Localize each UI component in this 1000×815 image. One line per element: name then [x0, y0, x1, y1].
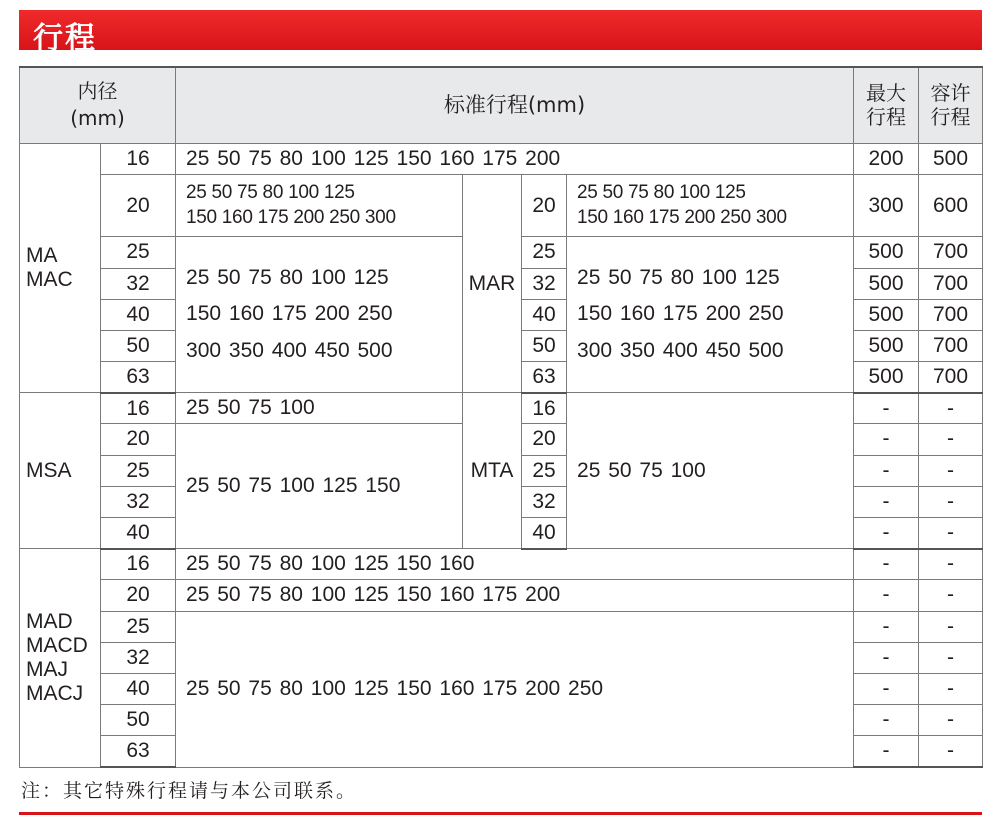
- allow-stroke-cell: -: [919, 580, 983, 611]
- bore-cell: 50: [101, 705, 176, 736]
- max-stroke-cell: 500: [854, 299, 919, 330]
- max-stroke-cell: -: [854, 611, 919, 642]
- bore-cell: 20: [101, 580, 176, 611]
- r-stroke-cell: 25 50 75 100: [567, 393, 854, 549]
- table-header-row: [20, 67, 983, 143]
- table-row: [20, 580, 983, 611]
- max-stroke-cell: -: [854, 424, 919, 455]
- max-stroke-cell: 500: [854, 268, 919, 299]
- max-stroke-cell: 500: [854, 330, 919, 361]
- max-stroke-cell: 500: [854, 237, 919, 268]
- bore-cell: 20: [101, 424, 176, 455]
- bore-cell: 40: [101, 673, 176, 704]
- table-row: [20, 175, 983, 237]
- allow-stroke-cell: -: [919, 517, 983, 548]
- allow-stroke-cell: 700: [919, 299, 983, 330]
- bore-cell: 16: [101, 143, 176, 174]
- allow-stroke-cell: 700: [919, 268, 983, 299]
- bore-cell: 16: [101, 549, 176, 580]
- allow-stroke-cell: -: [919, 455, 983, 486]
- max-stroke-cell: 200: [854, 143, 919, 174]
- table-row: [20, 611, 983, 642]
- series-mad-macd-maj-macj: MAD MACD MAJ MACJ: [20, 549, 101, 767]
- r-bore-cell: 32: [522, 268, 567, 299]
- allow-stroke-cell: 700: [919, 237, 983, 268]
- max-stroke-cell: -: [854, 642, 919, 673]
- r-bore-cell: 40: [522, 517, 567, 548]
- bore-cell: 63: [101, 736, 176, 767]
- max-stroke-cell: -: [854, 673, 919, 704]
- table-row: [20, 143, 983, 174]
- max-stroke-cell: -: [854, 549, 919, 580]
- header-max-stroke: 最大 行程: [854, 67, 919, 143]
- allow-stroke-cell: 700: [919, 362, 983, 393]
- stroke-cell: 25 50 75 80 100 125 150 160 175 200: [176, 580, 854, 611]
- r-stroke-cell: 25 50 75 80 100 125 150 160 175 200 250 300: [567, 175, 854, 237]
- header-allowable-stroke: 容许 行程: [919, 67, 983, 143]
- r-bore-cell: 25: [522, 237, 567, 268]
- r-bore-cell: 50: [522, 330, 567, 361]
- allow-stroke-cell: -: [919, 393, 983, 424]
- max-stroke-cell: 500: [854, 362, 919, 393]
- bore-cell: 50: [101, 330, 176, 361]
- table-row: [20, 393, 983, 424]
- r-bore-cell: 20: [522, 175, 567, 237]
- table-row: [20, 549, 983, 580]
- bore-cell: 25: [101, 455, 176, 486]
- bore-cell: 40: [101, 517, 176, 548]
- r-bore-cell: 16: [522, 393, 567, 424]
- header-bore: 内径 (mm): [20, 67, 176, 143]
- allow-stroke-cell: 500: [919, 143, 983, 174]
- footnote: 注：其它特殊行程请与本公司联系。: [21, 780, 358, 802]
- bore-cell: 32: [101, 486, 176, 517]
- max-stroke-cell: -: [854, 705, 919, 736]
- bore-cell: 25: [101, 237, 176, 268]
- allow-stroke-cell: -: [919, 705, 983, 736]
- max-stroke-cell: -: [854, 393, 919, 424]
- r-stroke-cell: 25 50 75 80 100 125 150 160 175 200 250 300 350 400 450 500: [567, 237, 854, 393]
- stroke-cell: 25 50 75 80 100 125 150 160: [176, 549, 854, 580]
- header-standard-stroke: 标准行程(mm): [176, 67, 854, 143]
- r-bore-cell: 25: [522, 455, 567, 486]
- series-mta: MTA: [463, 393, 522, 549]
- max-stroke-cell: -: [854, 455, 919, 486]
- r-bore-cell: 20: [522, 424, 567, 455]
- allow-stroke-cell: 700: [919, 330, 983, 361]
- stroke-cell: 25 50 75 80 100 125 150 160 175 200 250 300 350 400 450 500: [176, 237, 463, 393]
- section-title: 行程: [33, 21, 97, 56]
- max-stroke-cell: 300: [854, 175, 919, 237]
- max-stroke-cell: -: [854, 736, 919, 767]
- allow-stroke-cell: -: [919, 736, 983, 767]
- bore-cell: 63: [101, 362, 176, 393]
- section-title-bar: [19, 10, 982, 56]
- bore-cell: 40: [101, 299, 176, 330]
- bore-cell: 25: [101, 611, 176, 642]
- stroke-cell: 25 50 75 80 100 125 150 160 175 200 250 300: [176, 175, 463, 237]
- allow-stroke-cell: 600: [919, 175, 983, 237]
- allow-stroke-cell: -: [919, 642, 983, 673]
- allow-stroke-cell: -: [919, 673, 983, 704]
- max-stroke-cell: -: [854, 486, 919, 517]
- stroke-cell: 25 50 75 80 100 125 150 160 175 200: [176, 143, 854, 174]
- bore-cell: 32: [101, 642, 176, 673]
- stroke-table: [19, 66, 983, 768]
- r-bore-cell: 63: [522, 362, 567, 393]
- allow-stroke-cell: -: [919, 486, 983, 517]
- stroke-cell: 25 50 75 100: [176, 393, 463, 424]
- allow-stroke-cell: -: [919, 611, 983, 642]
- bore-cell: 32: [101, 268, 176, 299]
- stroke-cell: 25 50 75 80 100 125 150 160 175 200 250: [176, 611, 854, 767]
- r-bore-cell: 40: [522, 299, 567, 330]
- max-stroke-cell: -: [854, 580, 919, 611]
- allow-stroke-cell: -: [919, 424, 983, 455]
- series-mar: MAR: [463, 175, 522, 393]
- series-ma-mac: MA MAC: [20, 143, 101, 392]
- stroke-cell: 25 50 75 100 125 150: [176, 424, 463, 549]
- series-msa: MSA: [20, 393, 101, 549]
- bore-cell: 16: [101, 393, 176, 424]
- r-bore-cell: 32: [522, 486, 567, 517]
- bore-cell: 20: [101, 175, 176, 237]
- allow-stroke-cell: -: [919, 549, 983, 580]
- max-stroke-cell: -: [854, 517, 919, 548]
